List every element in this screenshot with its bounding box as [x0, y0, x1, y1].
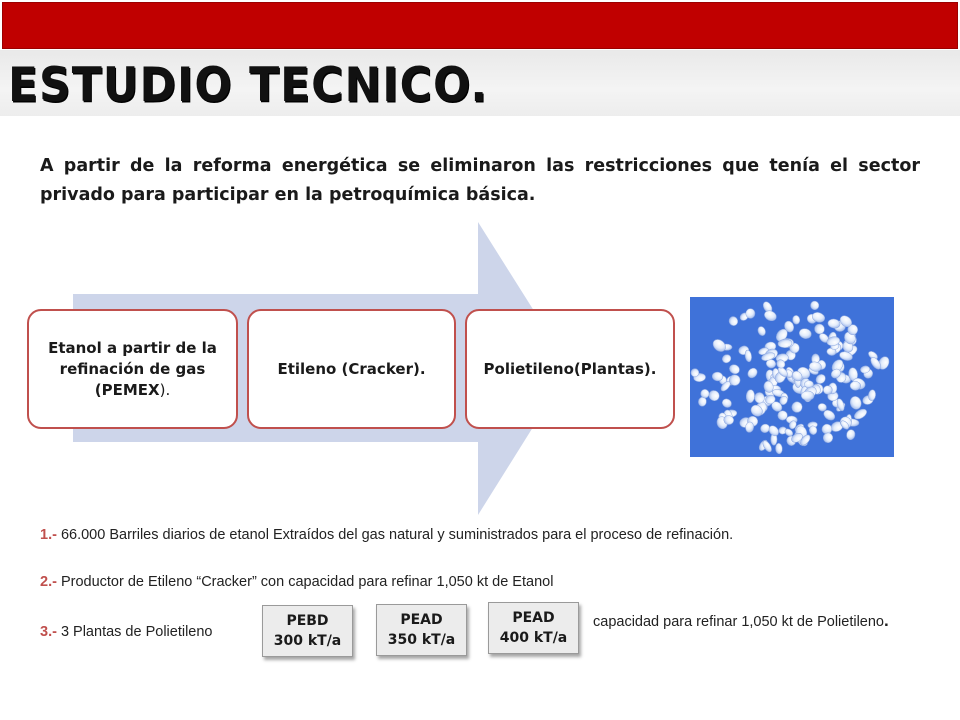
- capacity-note-text: capacidad para refinar 1,050 kt de Polietileno: [593, 614, 884, 630]
- plant-box-pead-400: [488, 602, 579, 654]
- note-2: [40, 574, 553, 590]
- note-1-text: 66.000 Barriles diarios de etanol Extraídos del gas natural y suministrados para el proceso de refinación.: [56, 527, 734, 543]
- plant-capacity: 350 kT/a: [387, 632, 456, 648]
- note-2-text: Productor de Etileno “Cracker” con capacidad para refinar 1,050 kt de Etanol: [56, 574, 554, 590]
- note-1: [40, 527, 733, 543]
- plant-box-pead-350: [376, 604, 467, 656]
- process-step-polyethylene-label: Polietileno(Plantas).: [483, 359, 657, 378]
- process-step-ethylene: [247, 309, 456, 429]
- process-step-ethylene-label: Etileno (Cracker).: [277, 359, 426, 378]
- note-3-number: 3.-: [40, 624, 57, 640]
- note-2-number: 2.-: [40, 574, 57, 590]
- note-3: [40, 624, 213, 640]
- intro-paragraph: A partir de la reforma energética se eliminaron las restricciones que tenía el sector privado para participar en la petroquímica básica.: [40, 156, 920, 205]
- note-1-number: 1.-: [40, 527, 57, 543]
- process-step-ethanol-label: Etanol a partir de la refinación de gas (PEMEX: [48, 338, 217, 399]
- polyethylene-pellets-image: [690, 297, 894, 457]
- plant-capacity: 400 kT/a: [499, 630, 568, 646]
- plant-capacity: 300 kT/a: [273, 633, 342, 649]
- plant-box-pebd: [262, 605, 353, 657]
- slide-title: ESTUDIO TECNICO.: [8, 58, 489, 114]
- capacity-note: [593, 611, 889, 631]
- process-step-ethanol: [27, 309, 238, 429]
- process-step-polyethylene: [465, 309, 675, 429]
- capacity-note-end: .: [884, 611, 889, 630]
- plant-name: PEBD: [286, 613, 329, 629]
- plant-name: PEAD: [400, 612, 443, 628]
- process-step-ethanol-suffix: ).: [159, 380, 171, 399]
- note-3-text: 3 Plantas de Polietileno: [56, 624, 213, 640]
- plant-name: PEAD: [512, 610, 555, 626]
